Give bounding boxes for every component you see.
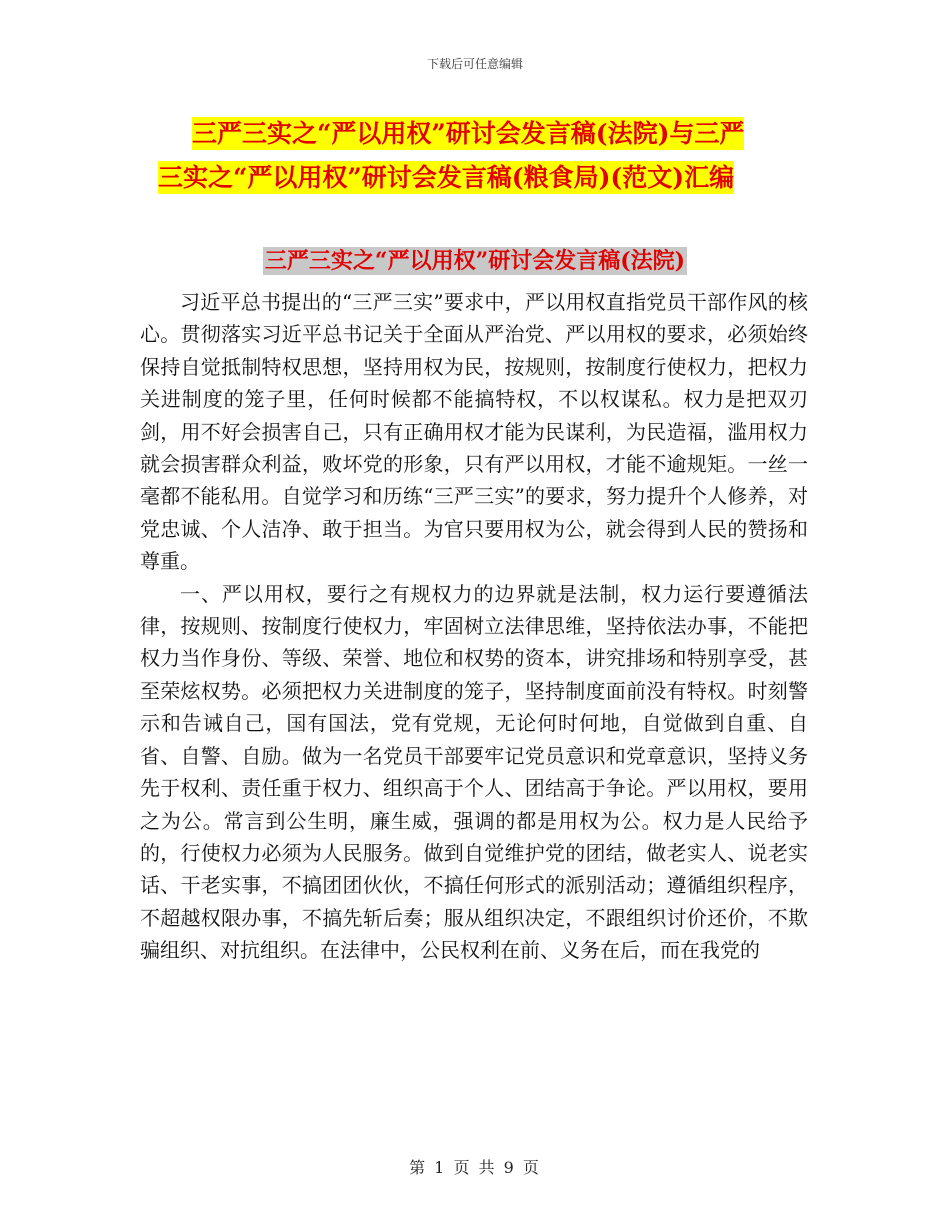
document-title-line-2	[140, 156, 840, 200]
body-paragraph-2: 一、严以用权，要行之有规权力的边界就是法制，权力运行要遵循法律，按规则、按制度行使权力，牢固树立法律思维，坚持依法办事，不能把权力当作身份、等级、荣誉、地位和权势的资本，讲究排场和特别享受，甚至荣炫权势。必须把权力关进制度的笼子，坚持制度面前没有特权。时刻警示和告诫自己，国有国法，党有党规，无论何时何地，自觉做到自重、自省、自警、自励。做为一名党员干部要牢记党员意识和党章意识，坚持义务先于权利、责任重于权力、组织高于个人、团结高于争论。严以用权，要用之为公。常言到公生明，廉生威，强调的都是用权为公。权力是人民给予的，行使权力必须为人民服务。做到自觉维护党的团结，做老实人、说老实话、干老实事，不搞团团伙伙，不搞任何形式的派别活动；遵循组织程序，不超越权限办事，不搞先斩后奏；服从组织决定，不跟组织讨价还价，不欺骗组织、对抗组织。在法律中，公民权利在前、义务在后，而在我党的	[140, 581, 808, 963]
title-line-1-text: 三严三实之“严以用权”研讨会发言稿(法院)与三严	[192, 119, 745, 148]
title-line-2-text: 三实之“严以用权”研讨会发言稿(粮食局)(范文)汇编	[158, 163, 735, 192]
document-body	[140, 286, 808, 967]
document-title-line-1	[140, 112, 840, 156]
body-paragraph-1: 习近平总书提出的“三严三实”要求中，严以用权直指党员干部作风的核心。贯彻落实习近平总书记关于全面从严治党、严以用权的要求，必须始终保持自觉抵制特权思想，坚持用权为民，按规则，按制度行使权力，把权力关进制度的笼子里，任何时候都不能搞特权，不以权谋私。权力是把双刃剑，用不好会损害自己，只有正确用权才能为民谋利，为民造福，滥用权力就会损害群众利益，败坏党的形象，只有严以用权，才能不逾规矩。一丝一毫都不能私用。自觉学习和历练“三严三实”的要求，努力提升个人修养，对党忠诚、个人洁净、敢于担当。为官只要用权为公，就会得到人民的赞扬和尊重。	[140, 290, 808, 574]
section-title	[0, 243, 950, 279]
page-footer-indicator: 第 1 页 共 9 页	[409, 1158, 541, 1177]
document-title	[140, 112, 840, 200]
section-title-text: 三严三实之“严以用权”研讨会发言稿(法院)	[264, 248, 686, 274]
page-header-note: 下载后可任意编辑	[426, 57, 523, 71]
